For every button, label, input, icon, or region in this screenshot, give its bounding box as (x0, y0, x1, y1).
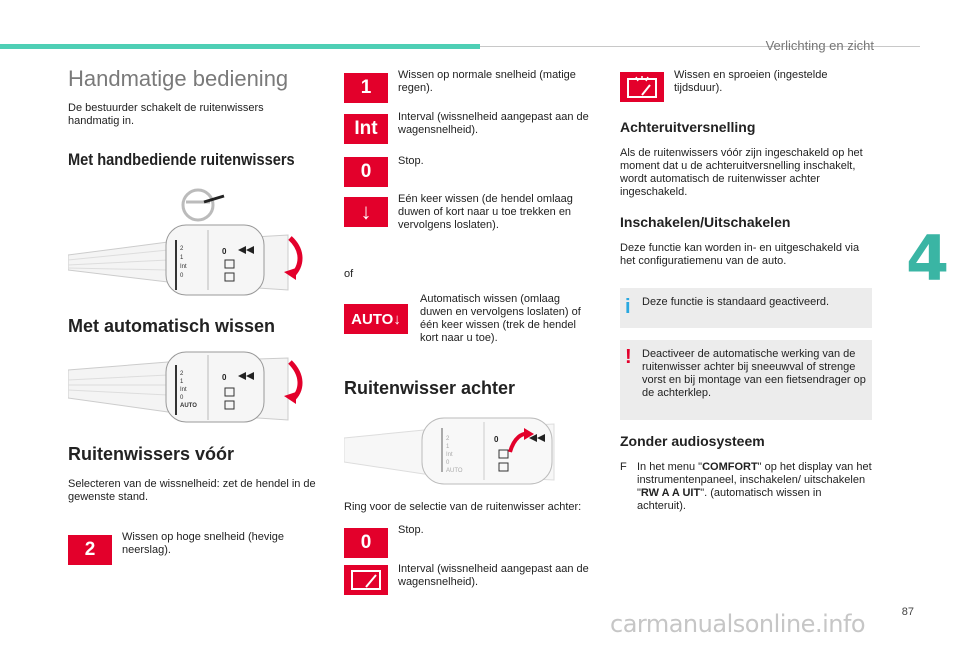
svg-text:0: 0 (180, 273, 184, 279)
item-2-text: Wissen op hoge snelheid (hevige neerslag). (122, 531, 285, 556)
svg-text:1: 1 (446, 444, 450, 450)
svg-text:1: 1 (180, 255, 184, 261)
warning-note-text: Deactiveer de automatische werking van de ruitenwisser achter bij sneeuwval of strenge vorst en bij montage van een fietsendrager op de achterklep. (642, 348, 866, 399)
badge-single-wipe: ↓ (344, 197, 388, 227)
heading-front-wipers: Ruitenwissers vóór (68, 444, 235, 464)
wash-wipe-icon (626, 75, 658, 99)
svg-text:Int: Int (180, 264, 187, 270)
svg-text:2: 2 (180, 246, 184, 252)
svg-text:2: 2 (180, 371, 184, 377)
heading-toggle: Inschakelen/Uitschakelen (620, 214, 791, 230)
badge-1: 1 (344, 73, 388, 103)
badge-int: Int (344, 114, 388, 144)
badge-wash-wipe (620, 72, 664, 102)
info-icon: i (625, 296, 631, 318)
badge-2: 2 (68, 535, 112, 565)
rear-intro-text: Ring voor de selectie van de ruitenwisser achter: (344, 501, 582, 513)
front-intro-text: Selecteren van de wissnelheid: zet de hendel in de gewenste stand. (68, 478, 316, 503)
section-title: Verlichting en zicht (765, 38, 874, 53)
badge-auto: AUTO↓ (344, 304, 408, 334)
svg-text:Int: Int (446, 452, 453, 458)
svg-text:Int: Int (180, 387, 187, 393)
rear-wiper-icon (350, 569, 382, 591)
wash-wipe-text: Wissen en sproeien (ingestelde tijdsduur). (674, 69, 828, 94)
badge-0: 0 (344, 157, 388, 187)
badge-rear-0: 0 (344, 528, 388, 558)
intro-text: De bestuurder schakelt de ruitenwissers handmatig in. (68, 102, 264, 127)
watermark: carmanualsonline.info (610, 610, 866, 638)
warning-icon: ! (625, 346, 632, 368)
item-1-text: Wissen op normale snelheid (matige regen). (398, 69, 576, 94)
rear-stalk-icon (344, 410, 564, 486)
svg-text:2: 2 (446, 436, 450, 442)
svg-text:0: 0 (180, 395, 184, 401)
reverse-text: Als de ruitenwissers vóór zijn ingeschakeld op het moment dat u de achteruitversnelling inschakelt, wordt automatisch de ruitenwisser achter ingeschakeld. (620, 147, 863, 198)
item-0-text: Stop. (398, 155, 424, 167)
menu-rw-uit: RW A A UIT (640, 487, 701, 499)
stalk-auto-icon (68, 350, 308, 425)
svg-text:0: 0 (222, 373, 227, 382)
chapter-number: 4 (906, 222, 950, 295)
info-note-text: Deze functie is standaard geactiveerd. (642, 296, 830, 308)
heading-auto-wipe: Met automatisch wissen (68, 316, 276, 336)
warning-note (620, 340, 872, 420)
heading-no-audio: Zonder audiosysteem (620, 433, 765, 449)
no-audio-instruction: In het menu "COMFORT" op het display van het instrumentenpaneel, inschakelen/ uitschakelen "RW A A UIT". (automatisch wissen in achteruit). (637, 461, 872, 512)
item-int-text: Interval (wissnelheid aangepast aan de wagensnelheid). (398, 111, 589, 136)
badge-rear-wiper (344, 565, 388, 595)
stalk-icon (68, 180, 308, 300)
page-number: 87 (901, 606, 914, 618)
toggle-text: Deze functie kan worden in- en uitgeschakeld via het configuratiemenu van de auto. (620, 242, 860, 267)
or-text: of (344, 268, 354, 280)
menu-comfort: COMFORT (702, 461, 758, 473)
item-single-wipe-text: Eén keer wissen (de hendel omlaag duwen of kort naar u toe trekken en vervolgens loslaten). (398, 193, 573, 231)
rear-stalk-illustration (344, 410, 564, 486)
svg-text:AUTO: AUTO (446, 468, 463, 474)
page-title: Handmatige bediening (68, 66, 289, 91)
info-note (620, 288, 872, 328)
heading-reverse-gear: Achteruitversnelling (620, 119, 756, 135)
svg-text:0: 0 (446, 460, 450, 466)
heading-manual-wipers: Met handbediende ruitenwissers (68, 150, 295, 169)
svg-text:1: 1 (180, 379, 184, 385)
heading-rear-wiper: Ruitenwisser achter (344, 378, 516, 398)
svg-text:0: 0 (494, 435, 499, 444)
bullet-marker: F (620, 461, 627, 473)
header-accent-bar (0, 44, 480, 49)
svg-text:AUTO: AUTO (180, 403, 197, 409)
item-auto-text: Automatisch wissen (omlaag duwen en vervolgens loslaten) of één keer wissen (trek de hendel kort naar u toe). (420, 293, 581, 344)
rear-0-text: Stop. (398, 524, 424, 536)
auto-stalk-illustration (68, 350, 308, 425)
svg-text:0: 0 (222, 247, 227, 256)
manual-stalk-illustration (68, 180, 308, 300)
rear-wiper-text: Interval (wissnelheid aangepast aan de wagensnelheid). (398, 563, 589, 588)
